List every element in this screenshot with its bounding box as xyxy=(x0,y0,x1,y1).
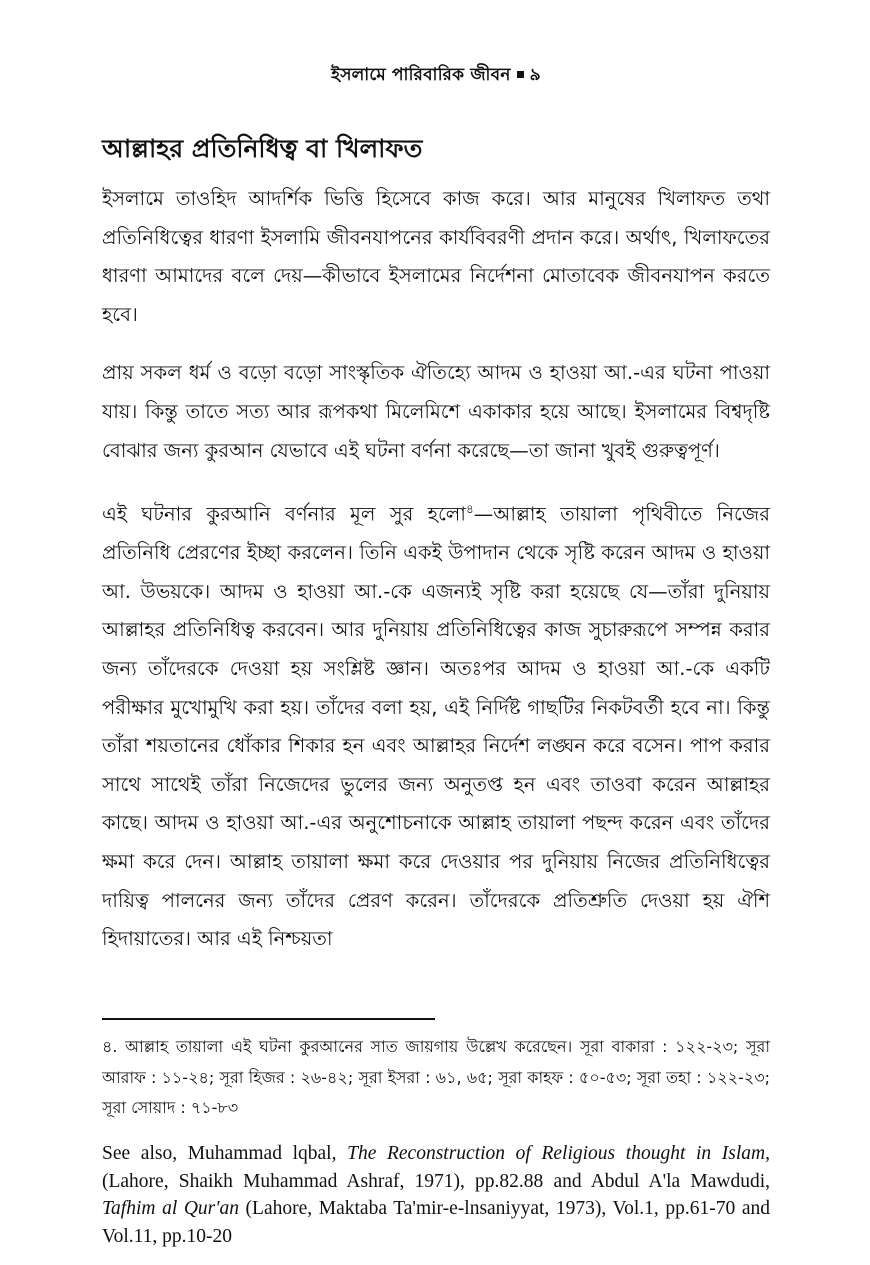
paragraph-3 xyxy=(102,490,770,959)
paragraph-1: ইসলামে তাওহিদ আদর্শিক ভিত্তি হিসেবে কাজ করে। আর মানুষের খিলাফত তথা প্রতিনিধিত্বের ধারণা ইসলামি জীবনযাপনের কার্যবিবরণী প্রদান করে। অর্থাৎ, খিলাফতের ধারণা আমাদের বলে দেয়—কীভাবে ইসলামের নির্দেশনা মোতাবেক জীবনযাপন করতে হবে। xyxy=(102,187,770,326)
paragraph-2: প্রায় সকল ধর্ম ও বড়ো বড়ো সাংস্কৃতিক ঐতিহ্যে আদম ও হাওয়া আ.-এর ঘটনা পাওয়া যায়। কিন্তু তাতে সত্য আর রূপকথা মিলেমিশে একাকার হয়ে আছে। ইসলামের বিশ্বদৃষ্টি বোঝার জন্য কুরআন যেভাবে এই ঘটনা বর্ণনা করেছে—তা জানা খুবই গুরুত্বপূর্ণ। xyxy=(102,361,770,462)
reference-text-2: , (Lahore, Shaikh Muhammad Ashraf, 1971), pp.82.88 and Abdul A'la Mawdudi, xyxy=(102,1143,771,1192)
reference-text-1: See also, Muhammad lqbal, xyxy=(102,1143,348,1164)
reference-book-title-2: Tafhim al Qur'an xyxy=(102,1198,239,1219)
paragraph-3-start: এই ঘটনার কুরআনি বর্ণনার মূল সুর হলো xyxy=(102,502,466,526)
footnote-marker[interactable]: ৪ xyxy=(465,502,474,517)
running-header xyxy=(102,62,770,90)
square-bullet-icon xyxy=(517,71,524,78)
reference-text-3: (Lahore, Maktaba Ta'mir-e-lnsaniyyat, 1973), Vol.1, pp.61-70 and Vol.11, pp.10-20 xyxy=(102,1198,770,1247)
section-title: আল্লাহর প্রতিনিধিত্ব বা খিলাফত xyxy=(102,134,423,163)
footnote-divider xyxy=(102,1018,435,1020)
reference-note xyxy=(102,1140,770,1250)
page-number: ৯ xyxy=(529,65,541,85)
reference-book-title-1: The Reconstruction of Religious thought in Islam xyxy=(347,1143,766,1164)
body-text xyxy=(102,180,770,979)
footnote-4: ৪. আল্লাহ তায়ালা এই ঘটনা কুরআনের সাত জায়গায় উল্লেখ করেছেন। সূরা বাকারা : ১২২-২৩; সূরা আরাফ : ১১-২৪; সূরা হিজর : ২৬-৪২; সূরা ইসরা : ৬১, ৬৫; সূরা কাহফ : ৫০-৫৩; সূরা তহা : ১২২-২৩; সূরা সোয়াদ : ৭১-৮৩ xyxy=(102,1037,770,1117)
paragraph-3-rest: —আল্লাহ তায়ালা পৃথিবীতে নিজের প্রতিনিধি প্রেরণের ইচ্ছা করলেন। তিনি একই উপাদান থেকে সৃষ্টি করেন আদম ও হাওয়া আ. উভয়কে। আদম ও হাওয়া আ.-কে এজন্যই সৃষ্টি করা হয়েছে যে—তাঁরা দুনিয়ায় আল্লাহর প্রতিনিধিত্ব করবেন। আর দুনিয়ায় প্রতিনিধিত্বের কাজ সুচারুরূপে সম্পন্ন করার জন্য তাঁদেরকে দেওয়া হয় সংশ্লিষ্ট জ্ঞান। অতঃপর আদম ও হাওয়া আ.-কে একটি পরীক্ষার মুখোমুখি করা হয়। তাঁদের বলা হয়, এই নির্দিষ্ট গাছটির নিকটবর্তী হবে না। কিন্তু তাঁরা শয়তানের ধোঁকার শিকার হন এবং আল্লাহর নির্দেশ লঙ্ঘন করে বসেন। পাপ করার সাথে সাথেই তাঁরা নিজেদের ভুলের জন্য অনুতপ্ত হন এবং তাওবা করেন আল্লাহর কাছে। আদম ও হাওয়া আ.-এর অনুশোচনাকে আল্লাহ তায়ালা পছন্দ করেন এবং তাঁদের ক্ষমা করে দেন। আল্লাহ তায়ালা ক্ষমা করে দেওয়ার পর দুনিয়ায় নিজের প্রতিনিধিত্বের দায়িত্ব পালনের জন্য তাঁদের প্রেরণ করেন। তাঁদেরকে প্রতিশ্রুতি দেওয়া হয় ঐশি হিদায়াতের। আর এই নিশ্চয়তা xyxy=(102,502,770,951)
book-title: ইসলামে পারিবারিক জীবন xyxy=(331,65,511,85)
